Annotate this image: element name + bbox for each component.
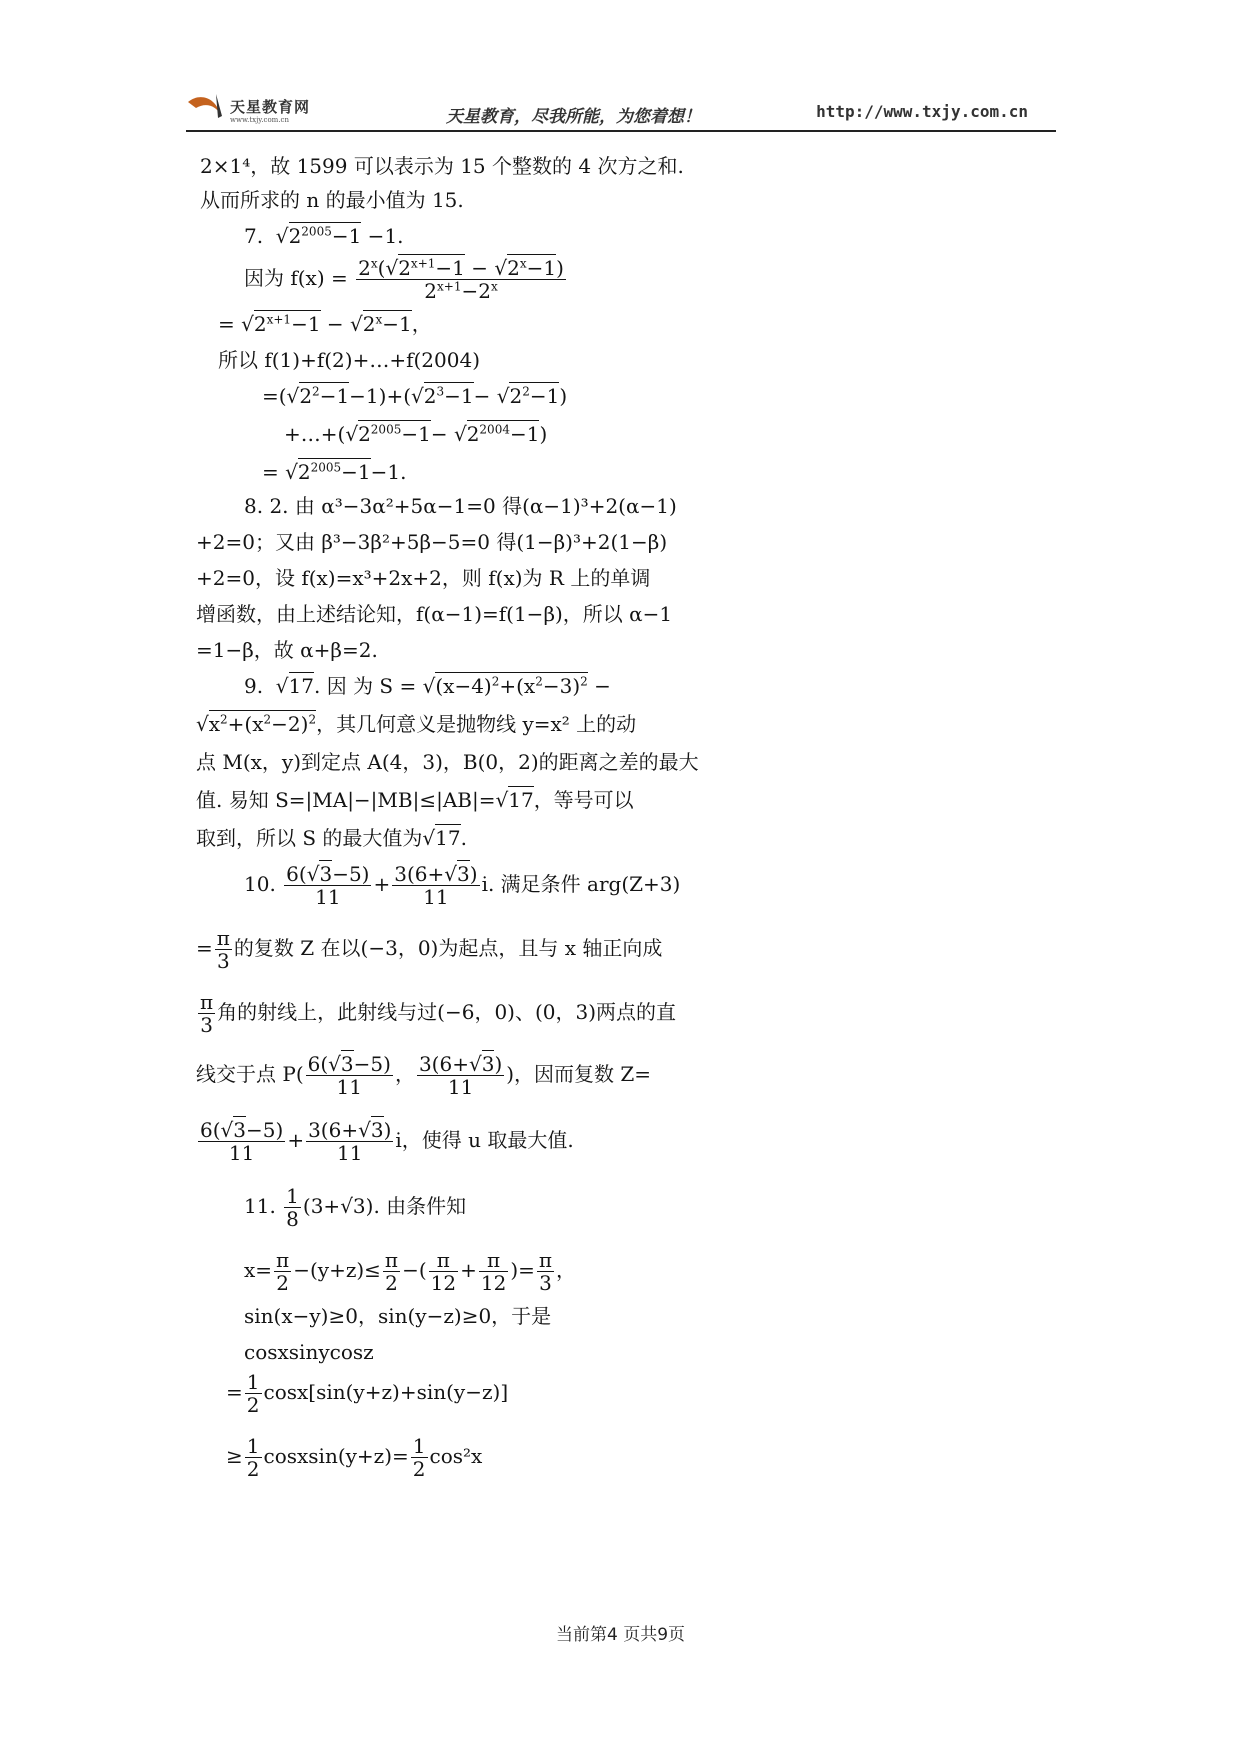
problem-9-line: 值. 易知 S=|MA|−|MB|≤|AB|=√17，等号可以 — [196, 788, 634, 812]
problem-11-line: 11. $\frac{1}{8}$ (3+√3). 由条件知 — [244, 1184, 467, 1231]
text-line: 从而所求的 n 的最小值为 15. — [200, 188, 464, 212]
problem-10-line: 10. $\frac{6(√3-5)}{11}$ + $\frac{3(6+√3)}{11}$ i. 满足条件 arg(Z+3) — [244, 862, 681, 909]
problem-8-line: 增函数，由上述结论知，f(α−1)=f(1−β)，所以 α−1 — [196, 602, 673, 626]
problem-7-answer: 7. $√2^{2005}-1 -1$. — [244, 224, 404, 248]
problem-7-line: $=(√2^2-1-1)+(√2^3-1- √2^2-1)$ — [262, 384, 568, 408]
problem-8-line: +2=0；又由 β³−3β²+5β−5=0 得(1−β)³+2(1−β) — [196, 530, 668, 554]
problem-10-line: = $\frac{\pi}{3}$ 的复数 Z 在以(−3，0)为起点，且与 x 轴正向成 — [196, 926, 663, 973]
header-slogan: 天星教育，尽我所能，为您着想！ — [446, 107, 701, 127]
logo-url: www.txjy.com.cn — [230, 116, 289, 124]
problem-9-line: $√x^2+(x^2-2)^2$，其几何意义是抛物线 y=x² 上的动 — [196, 712, 637, 736]
header-url[interactable]: http://www.txjy.com.cn — [816, 102, 1028, 121]
site-logo — [186, 88, 326, 128]
problem-10-line: $\frac{6(√3-5)}{11}$ + $\frac{3(6+√3)}{11}$ i，使得 u 取最大值. — [200, 1118, 574, 1165]
problem-8-line: +2=0，设 f(x)=x³+2x+2，则 f(x)为 R 上的单调 — [196, 566, 651, 590]
problem-10-line: $\frac{\pi}{3}$ 角的射线上，此射线与过(−6，0)、(0，3)两点的直 — [200, 990, 677, 1037]
problem-9-line: 点 M(x，y)到定点 A(4，3)，B(0，2)的距离之差的最大 — [196, 750, 699, 774]
problem-7-line: $+\dots+(√2^{2005}-1- √2^{2004}-1)$ — [284, 422, 548, 446]
problem-11-line: sin(x−y)≥0，sin(y−z)≥0，于是 — [244, 1304, 552, 1328]
problem-7-line: = $√2^{x+1}-1 - √2^x-1$， — [218, 312, 432, 336]
page-header — [186, 82, 1056, 132]
logo-swoosh-icon — [186, 88, 230, 128]
problem-7-line: 因为 f(x) = $\frac{2^x(√2^{x+1}-1 - √2^x-1)}{2^{x+1}-2^x}$ — [244, 256, 564, 303]
header-divider — [186, 130, 1056, 132]
problem-9-line: 9. √17. 因 为 $S = √(x-4)^2+(x^2-3)^2$ − — [244, 674, 611, 698]
problem-7-line: 所以 f(1)+f(2)+…+f(2004) — [218, 348, 481, 372]
problem-11-line: x= $\frac{\pi}{2}$ −(y+z)≤ $\frac{\pi}{2}$ −( $\frac{\pi}{12}$ + $\frac{\pi}{12}$ )= $\frac{\pi}{3}$ ， — [244, 1248, 577, 1295]
problem-8-line: 8. 2. 由 α³−3α²+5α−1=0 得(α−1)³+2(α−1) — [244, 494, 677, 518]
problem-11-line: ≥ $\frac{1}{2}$ cosxsin(y+z)= $\frac{1}{2}$ cos²x — [226, 1434, 483, 1481]
problem-10-line: 线交于点 P( $\frac{6(√3-5)}{11}$ ， $\frac{3(6+√3)}{11}$ )，因而复数 Z= — [196, 1052, 652, 1099]
problem-11-line: cosxsinycosz — [244, 1340, 374, 1364]
text-line: 2×1⁴，故 1599 可以表示为 15 个整数的 4 次方之和. — [200, 154, 684, 178]
problem-9-line: 取到，所以 S 的最大值为√17. — [196, 826, 467, 850]
logo-text: 天星教育网 — [230, 98, 311, 116]
page-indicator: 当前第4 页共9页 — [555, 1625, 686, 1645]
problem-11-line: = $\frac{1}{2}$ cosx[sin(y+z)+sin(y−z)] — [226, 1370, 509, 1417]
problem-8-line: =1−β，故 α+β=2. — [196, 638, 378, 662]
problem-7-line: = $√2^{2005}-1-1$. — [262, 460, 407, 484]
